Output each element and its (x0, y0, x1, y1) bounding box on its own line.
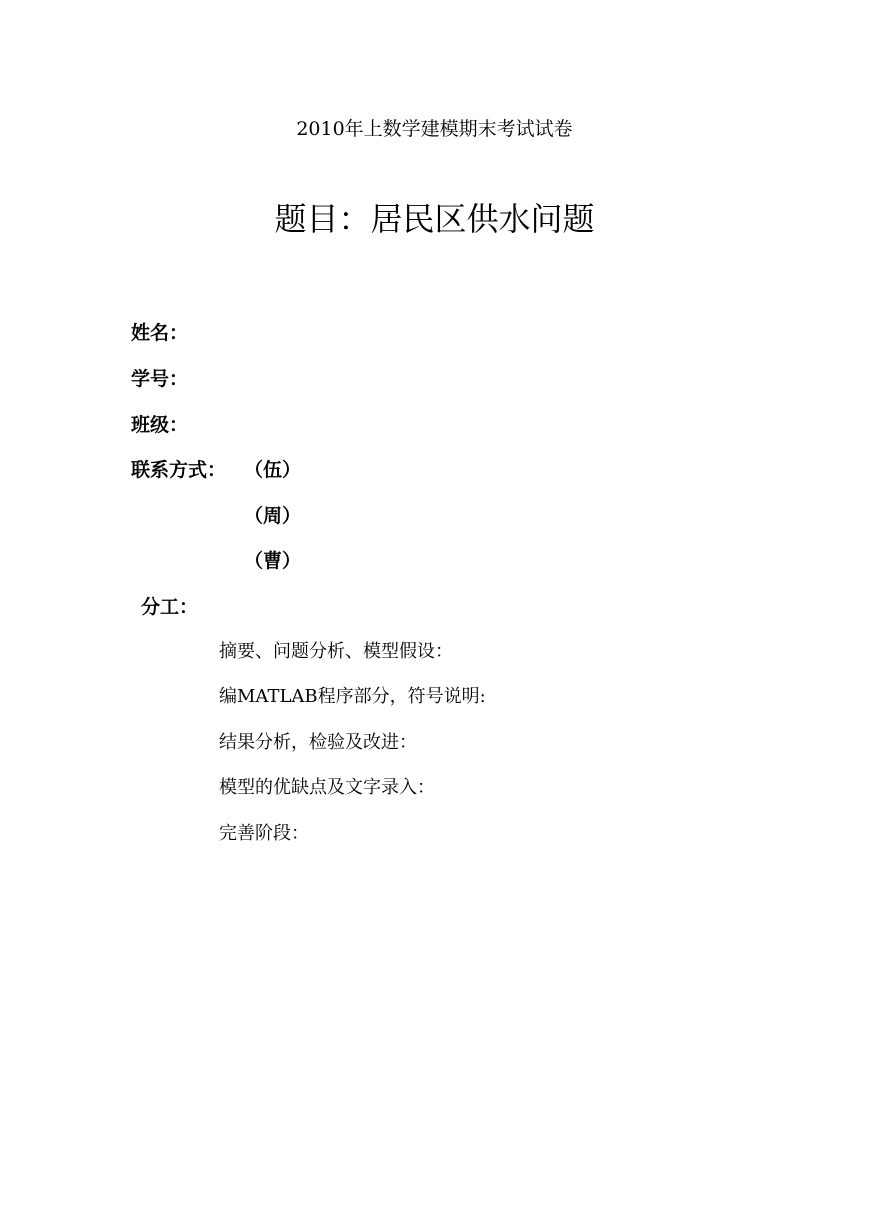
student-id-label: 学号： (131, 368, 189, 390)
task-item: 摘要、问题分析、模型假设： (219, 641, 453, 662)
division-label: 分工： (141, 596, 199, 618)
name-label: 姓名： (131, 322, 189, 344)
task-item: 模型的优缺点及文字录入： (219, 777, 435, 798)
task-item: 编MATLAB程序部分，符号说明: (219, 686, 486, 707)
contact-entry-cao: （曹） (244, 550, 302, 572)
class-label: 班级： (131, 414, 189, 436)
contact-label: 联系方式： (131, 459, 227, 481)
exam-title: 2010年上数学建模期末考试试卷 (296, 118, 573, 140)
task-item: 结果分析，检验及改进： (219, 732, 417, 753)
contact-entry-wu: （伍） (244, 459, 302, 481)
task-item: 完善阶段： (219, 823, 309, 844)
topic-title: 题目：居民区供水问题 (274, 200, 595, 238)
contact-entry-zhou: （周） (244, 505, 302, 527)
